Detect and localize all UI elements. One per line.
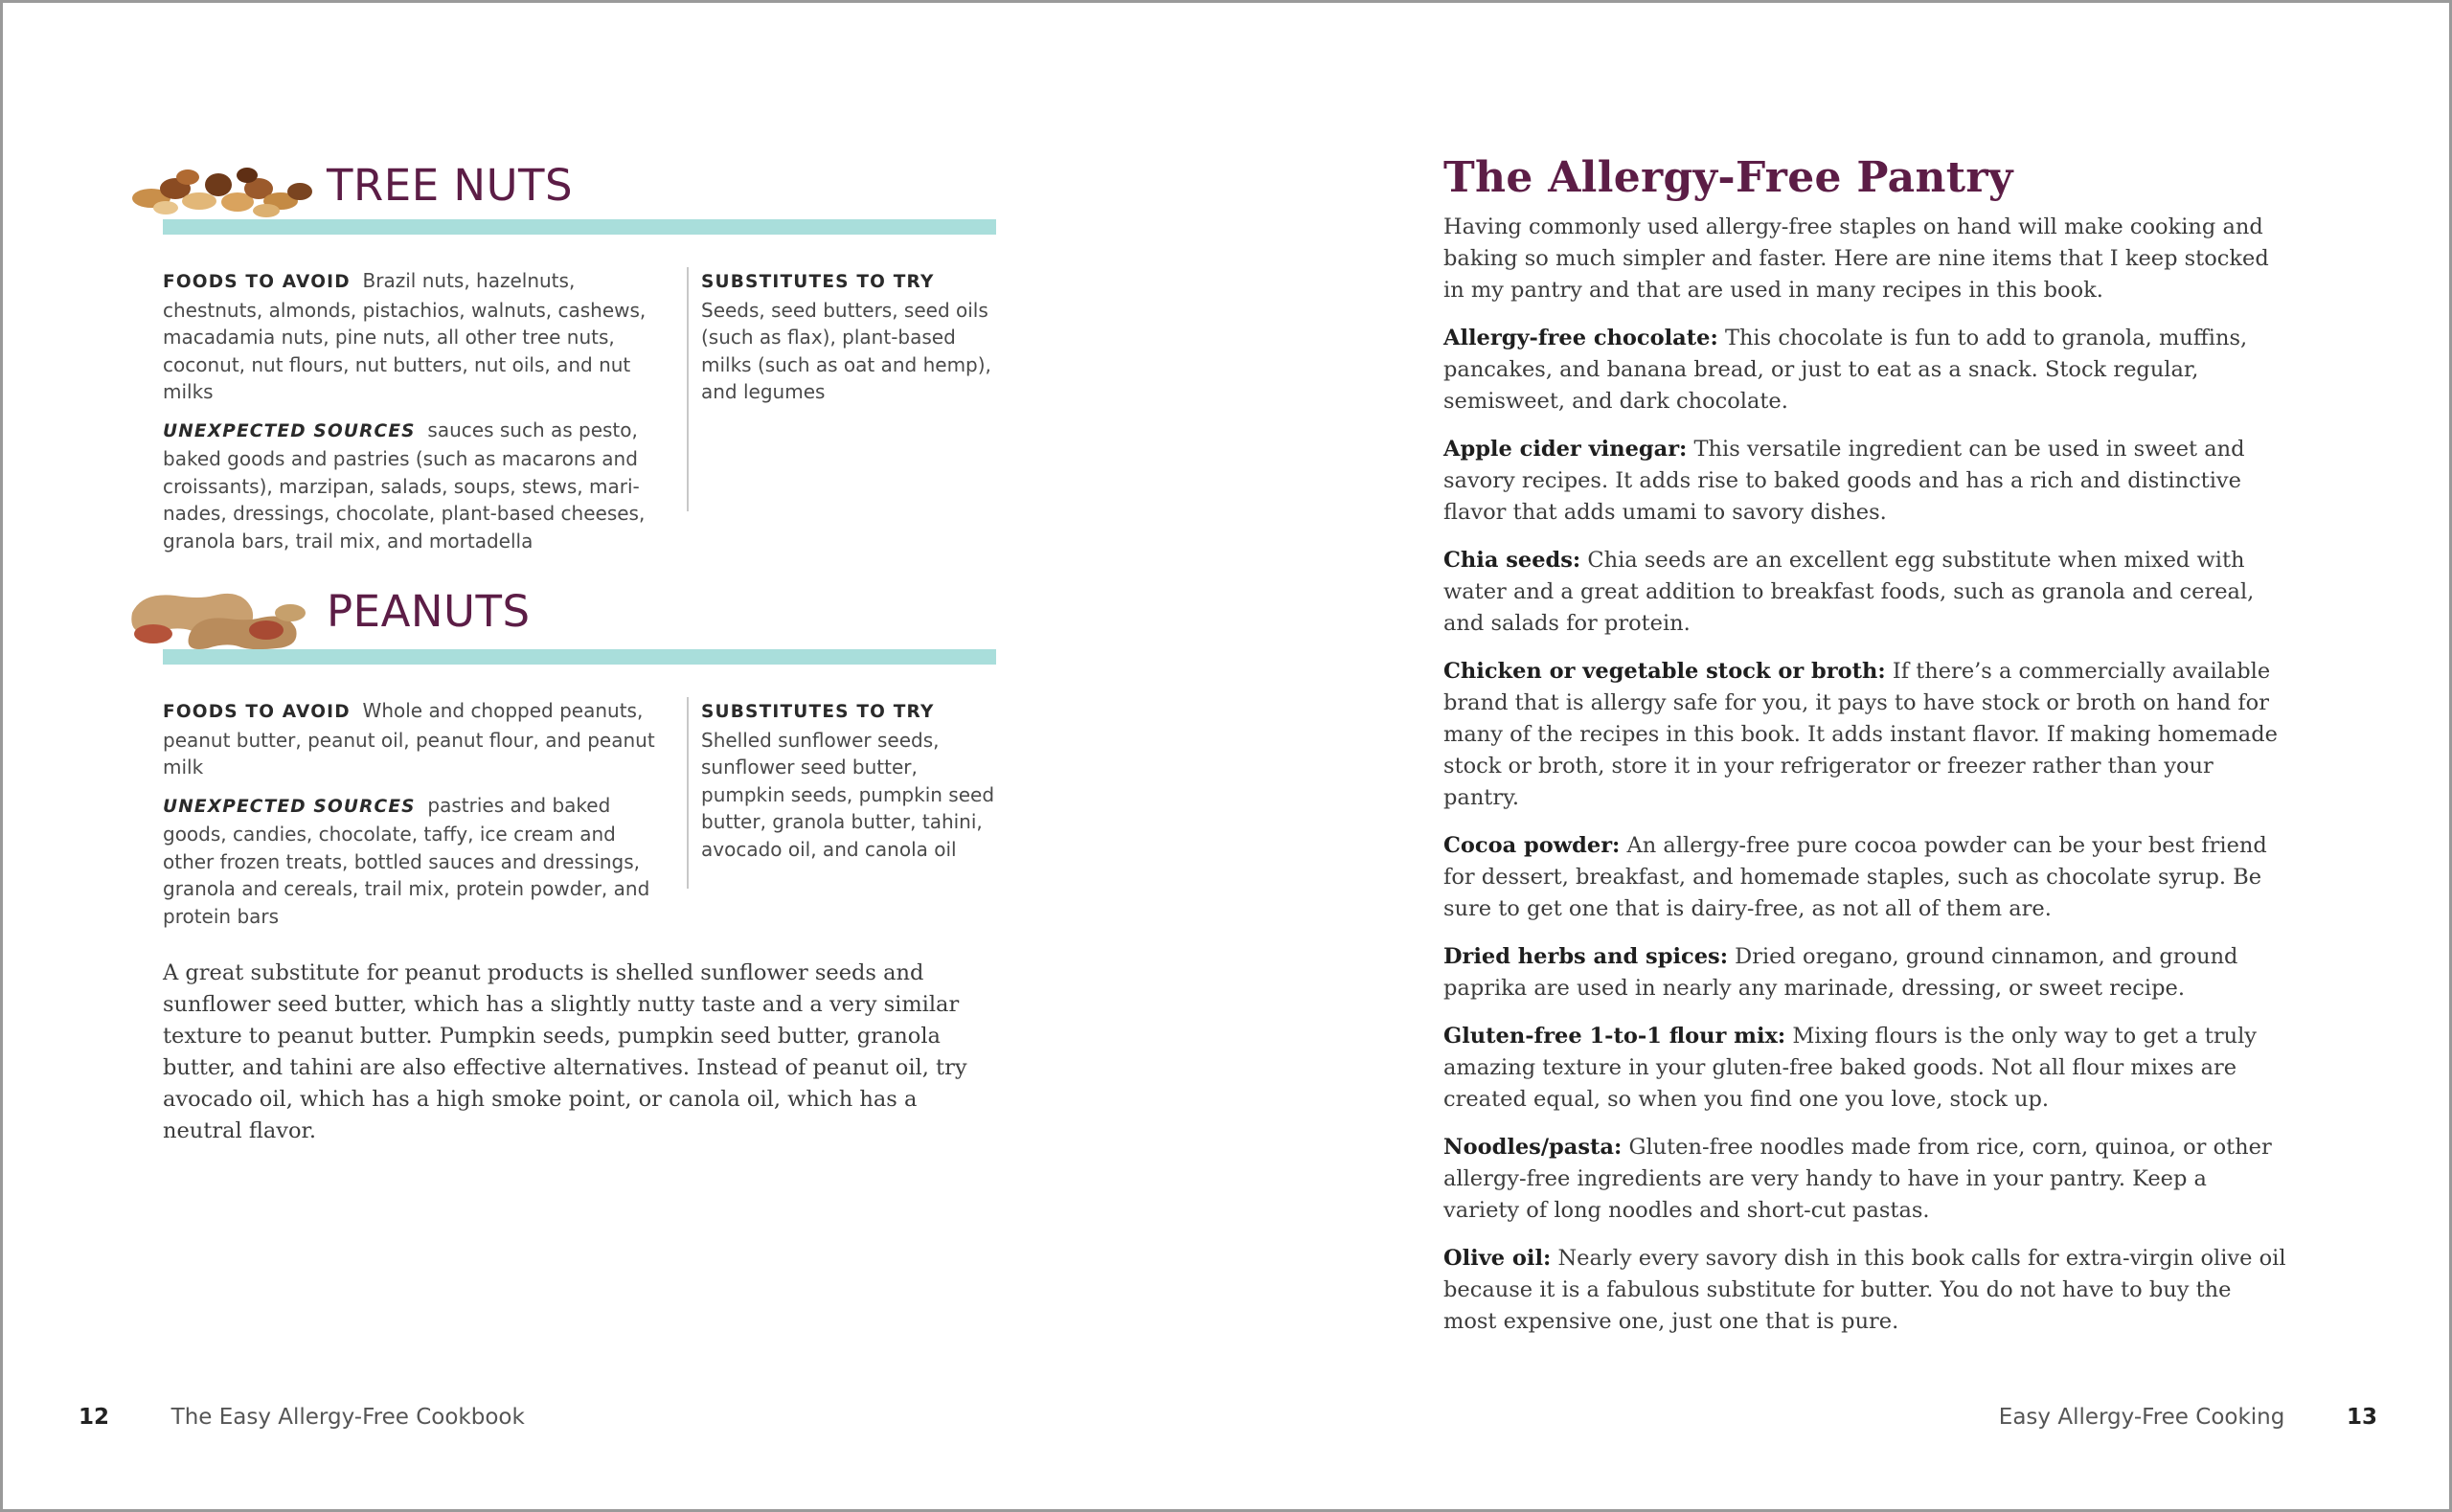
pantry-intro: Having commonly used allergy-free staples on hand will make cooking and baking so much simpler and faster. Here are nine items that I keep stocked in my pantry and that are used in many recipes in this book. <box>1443 214 2269 303</box>
pantry-item-text: Nearly every savory dish in this book calls for extra-virgin olive oil because it is a fabulous substitute for butter. You do not have to buy the most expensive one, just one that is pure. <box>1443 1246 2286 1334</box>
right-page-number: 13 <box>2346 1405 2377 1430</box>
section-title: Easy Allergy-Free Cooking <box>1998 1405 2285 1430</box>
pantry-item-term: Apple cider vinegar: <box>1443 437 1688 462</box>
peanuts-icon <box>123 575 333 651</box>
peanuts-title: PEANUTS <box>327 586 531 637</box>
peanut-substitute-paragraph: A great substitute for peanut products is shelled sunflower seeds and sunflower seed butter, which has a slightly nutty taste and a very similar texture to peanut butter. Pumpkin seeds, pumpkin seed butter, granola butter, and tahini are also effective alternatives. Instead of peanut oil, try avocado oil, which has a high smoke point, or canola oil, which has a neutral flavor. <box>163 960 967 1143</box>
pantry-item <box>1443 941 2286 1004</box>
pantry-item-term: Dried herbs and spices: <box>1443 944 1728 969</box>
pantry-item <box>1443 434 2286 529</box>
foods-to-avoid-text: Brazil nuts, hazelnuts, chestnuts, almonds, pistachios, walnuts, cashews, macadamia nuts, pine nuts, all other tree nuts, coconut, nut flours, nut butters, nut oils, and nut milks <box>163 269 647 403</box>
pantry-item-text: An allergy-free pure cocoa powder can be your best friend for dessert, breakfast, and homemade staples, such as chocolate syrup. Be sure to get one that is dairy-free, as not all of them are. <box>1443 833 2267 921</box>
pantry-item-text: If there’s a commercially available brand that is allergy safe for you, it pays to have stock or broth on hand for many of the recipes in this book. It adds instant flavor. If making homemade stock or broth, store it in your refrigerator or freezer rather than your pantry. <box>1443 659 2278 810</box>
pantry-item-text: Chia seeds are an excellent egg substitute when mixed with water and a great addition to breakfast foods, such as granola and cereal, and salads for protein. <box>1443 548 2255 636</box>
pantry-item-term: Chia seeds: <box>1443 548 1581 573</box>
peanuts-accent-bar <box>163 649 996 665</box>
peanuts-substitutes-label-line <box>701 697 1000 727</box>
pantry-item-text: This chocolate is fun to add to granola, muffins, pancakes, and banana bread, or just to eat as a snack. Stock regular, semisweet, and dark chocolate. <box>1443 326 2248 414</box>
peanuts-substitutes <box>701 727 1000 864</box>
peanuts-unexpected-sources <box>163 792 670 931</box>
unexpected-sources-label: UNEXPECTED SOURCES <box>163 420 416 441</box>
pantry-item <box>1443 1021 2286 1116</box>
pantry-section <box>1443 153 2286 1354</box>
tree-nuts-substitutes <box>701 267 1000 406</box>
pantry-item <box>1443 545 2286 640</box>
substitutes-label: SUBSTITUTES TO TRY <box>701 272 935 292</box>
tree-nuts-foods-to-avoid <box>163 267 670 406</box>
left-page-number: 12 <box>79 1405 110 1430</box>
peanuts-foods-to-avoid <box>163 697 670 781</box>
mixed-nuts-icon <box>123 148 333 225</box>
column-divider <box>687 697 689 889</box>
pantry-item-text: Gluten-free noodles made from rice, corn, quinoa, or other allergy-free ingredients are very handy to have in your pantry. Keep a variety of long noodles and short-cut pastas. <box>1443 1135 2272 1223</box>
peanuts-section <box>123 575 996 928</box>
pantry-item-term: Noodles/pasta: <box>1443 1135 1623 1160</box>
peanuts-header <box>123 575 996 661</box>
pantry-item-term: Cocoa powder: <box>1443 833 1621 858</box>
pantry-item <box>1443 830 2286 925</box>
foods-to-avoid-text: Whole and chopped peanuts, peanut butter, peanut oil, peanut flour, and peanut milk <box>163 699 655 779</box>
pantry-item-term: Gluten-free 1-to-1 flour mix: <box>1443 1024 1786 1049</box>
page-title: The Allergy-Free Pantry <box>1443 153 2013 202</box>
peanuts-left-column <box>163 697 670 940</box>
tree-nuts-title: TREE NUTS <box>327 160 574 211</box>
unexpected-sources-text: pastries and baked goods, candies, chocolate, taffy, ice cream and other frozen treats, bottled sauces and dressings, granola and cereals, trail mix, protein powder, and protein bars <box>163 793 650 928</box>
peanuts-right-column <box>701 697 1000 873</box>
tree-nuts-right-column <box>701 267 1000 417</box>
foods-to-avoid-label: FOODS TO AVOID <box>163 702 351 722</box>
pantry-list <box>1443 323 2286 1338</box>
substitutes-text: Seeds, seed butters, seed oils (such as flax), plant-based milks (such as oat and hemp), and legumes <box>701 298 991 403</box>
right-footer <box>1999 1405 2377 1430</box>
pantry-item <box>1443 1132 2286 1227</box>
pantry-item <box>1443 656 2286 814</box>
tree-nuts-left-column <box>163 267 670 565</box>
tree-nuts-accent-bar <box>163 219 996 235</box>
pantry-item-text: Mixing flours is the only way to get a truly amazing texture in your gluten-free baked goods. Not all flour mixes are created equal, so when you find one you love, stock up. <box>1443 1024 2257 1112</box>
unexpected-sources-label: UNEXPECTED SOURCES <box>163 796 416 817</box>
substitutes-label: SUBSTITUTES TO TRY <box>701 702 935 722</box>
foods-to-avoid-label: FOODS TO AVOID <box>163 272 351 292</box>
book-title: The Easy Allergy-Free Cookbook <box>170 1405 525 1430</box>
unexpected-sources-text: sauces such as pesto, baked goods and pastries (such as macarons and croissants), marzipan, salads, soups, stews, marinades, dressings, chocolate, plant-based cheeses, granola bars, trail mix, and mortadella <box>163 417 646 553</box>
pantry-item-term: Chicken or vegetable stock or broth: <box>1443 659 1886 684</box>
pantry-item-term: Allergy-free chocolate: <box>1443 326 1718 350</box>
pantry-item-term: Olive oil: <box>1443 1246 1552 1271</box>
pantry-item-text: Dried oregano, ground cinnamon, and ground paprika are used in nearly any marinade, dressing, or sweet recipe. <box>1443 944 2238 1001</box>
pantry-item-text: This versatile ingredient can be used in sweet and savory recipes. It adds rise to baked goods and has a rich and distinctive flavor that adds umami to savory dishes. <box>1443 437 2245 525</box>
left-footer <box>79 1405 525 1430</box>
tree-nuts-header <box>123 148 996 235</box>
tree-nuts-section <box>123 148 996 553</box>
substitutes-text: Shelled sunflower seeds, sunflower seed butter, pumpkin seeds, pumpkin seed butter, granola butter, tahini, avocado oil, and canola oil <box>701 728 995 861</box>
pantry-item <box>1443 323 2286 417</box>
pantry-item <box>1443 1243 2286 1338</box>
column-divider <box>687 267 689 511</box>
tree-nuts-unexpected-sources <box>163 417 670 555</box>
